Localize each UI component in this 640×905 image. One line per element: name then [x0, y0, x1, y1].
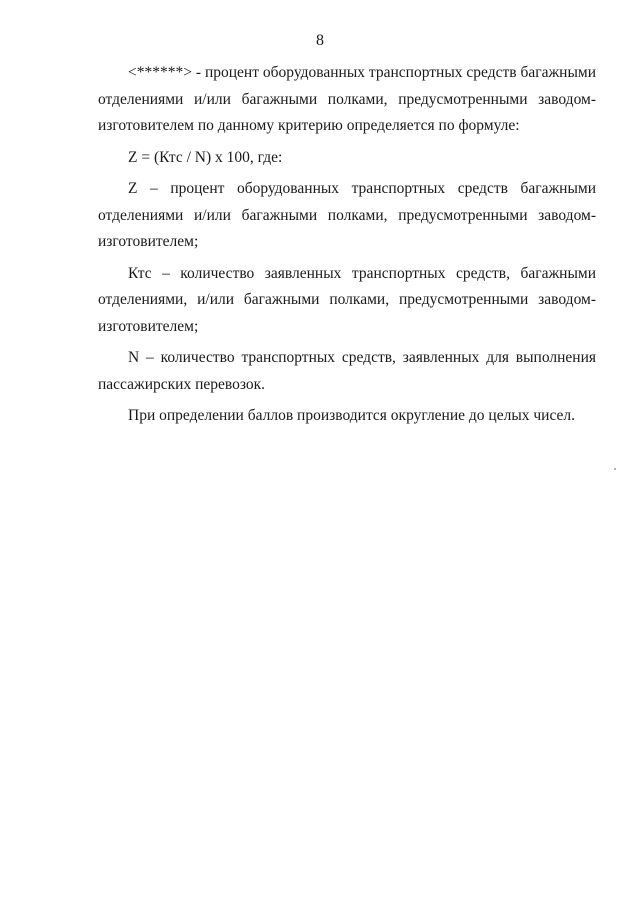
paragraph-z-definition: Z – процент оборудованных транспортных средств багажными отделениями и/или багажными полками, предусмотренными заводом-изготовителем;	[98, 180, 596, 250]
paragraph-ktc-definition: Ктс – количество заявленных транспортных средств, багажными отделениями, и/или багажными полками, предусмотренными заводом-изготовителем;	[98, 264, 596, 335]
scan-speck	[614, 468, 616, 470]
page-number: 8	[316, 32, 324, 49]
paragraph-rounding-note: При определении баллов производится округление до целых чисел.	[128, 407, 576, 424]
paragraph-footnote-definition: <******> - процент оборудованных транспортных средств багажными отделениями и/или багажными полками, предусмотренными заводом-изготовителем по данному критерию определяется по формуле:	[98, 64, 596, 134]
paragraph-formula: Z = (Ктс / N) x 100, где:	[128, 148, 283, 166]
document-body	[98, 60, 596, 435]
paragraph-n-definition: N – количество транспортных средств, заявленных для выполнения пассажирских перевозок.	[98, 349, 596, 393]
